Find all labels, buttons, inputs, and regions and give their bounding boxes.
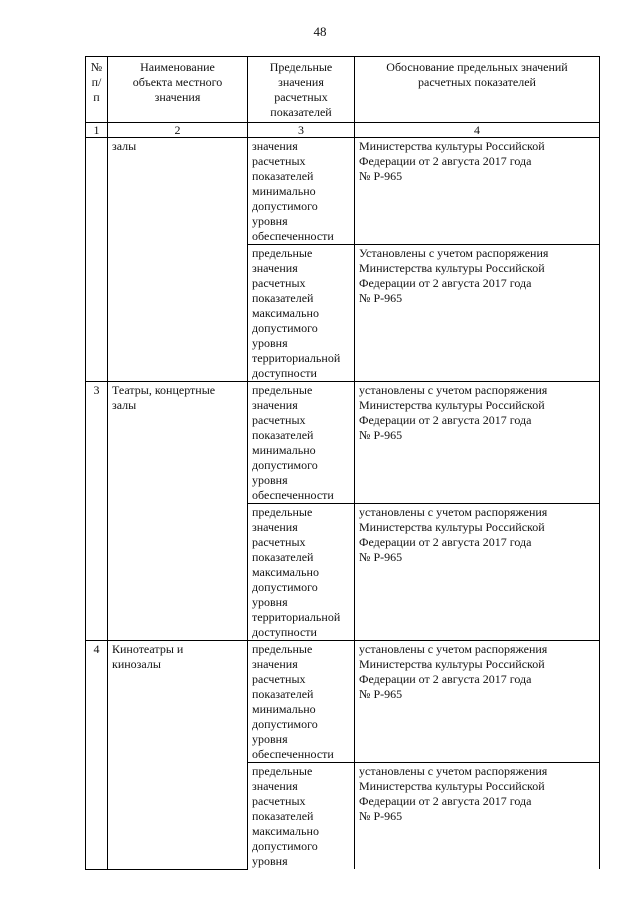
page-number: 48: [313, 24, 327, 39]
row-number: [86, 138, 108, 382]
max-indicator-basis: установлены с учетом распоряжения Министерства культуры Российской Федерации от 2 августа 2017 года № Р-965: [355, 504, 600, 641]
header-object-name: Наименование объекта местного значения: [108, 57, 248, 123]
object-name: залы: [108, 138, 248, 382]
column-number: 3: [248, 123, 355, 138]
column-number: 2: [108, 123, 248, 138]
header-number: № п/п: [86, 57, 108, 123]
table-row: [86, 641, 600, 763]
header-justification: Обоснование предельных значений расчетных показателей: [355, 57, 600, 123]
object-name: Театры, концертные залы: [108, 382, 248, 641]
min-indicator-basis: установлены с учетом распоряжения Министерства культуры Российской Федерации от 2 августа 2017 года № Р-965: [355, 382, 600, 504]
min-indicator-text: значения расчетных показателей минимально допустимого уровня обеспеченности: [248, 138, 355, 245]
max-indicator-basis: установлены с учетом распоряжения Министерства культуры Российской Федерации от 2 августа 2017 года № Р-965: [355, 763, 600, 870]
row-number: 3: [86, 382, 108, 641]
max-indicator-text: предельные значения расчетных показателей максимально допустимого уровня территориальной доступности: [248, 504, 355, 641]
indicators-table: [85, 56, 600, 870]
table-row: [86, 138, 600, 245]
header-limit-values: Предельные значения расчетных показателей: [248, 57, 355, 123]
object-name: Кинотеатры и кинозалы: [108, 641, 248, 870]
row-number: 4: [86, 641, 108, 870]
min-indicator-text: предельные значения расчетных показателей минимально допустимого уровня обеспеченности: [248, 382, 355, 504]
max-indicator-text: предельные значения расчетных показателей максимально допустимого уровня территориальной доступности: [248, 245, 355, 382]
column-numbers-row: [86, 123, 600, 138]
min-indicator-basis: Министерства культуры Российской Федерации от 2 августа 2017 года № Р-965: [355, 138, 600, 245]
table-row: [86, 382, 600, 504]
column-number: 1: [86, 123, 108, 138]
min-indicator-basis: установлены с учетом распоряжения Министерства культуры Российской Федерации от 2 августа 2017 года № Р-965: [355, 641, 600, 763]
min-indicator-text: предельные значения расчетных показателей минимально допустимого уровня обеспеченности: [248, 641, 355, 763]
max-indicator-basis: Установлены с учетом распоряжения Министерства культуры Российской Федерации от 2 августа 2017 года № Р-965: [355, 245, 600, 382]
table-header-row: [86, 57, 600, 123]
column-number: 4: [355, 123, 600, 138]
max-indicator-text: предельные значения расчетных показателей максимально допустимого уровня: [248, 763, 355, 870]
